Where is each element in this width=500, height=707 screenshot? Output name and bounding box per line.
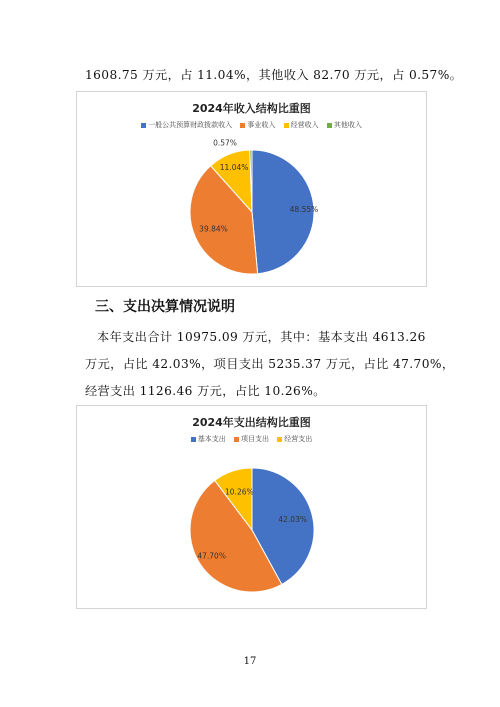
slice-label: 47.70% [197, 551, 226, 561]
legend-label: 事业收入 [247, 121, 276, 129]
income-chart [76, 91, 427, 287]
pie-chart [77, 92, 426, 286]
chart-title: 2024年收入结构比重图 [192, 102, 311, 115]
pie-chart [77, 406, 426, 608]
slice-label: 0.57% [213, 138, 237, 148]
paragraph-line: 经营支出 1126.46 万元，占比 10.26%。 [85, 384, 326, 398]
slice-label: 10.26% [225, 487, 254, 497]
slice-label: 39.84% [199, 224, 228, 234]
page-number: 17 [243, 656, 257, 667]
legend-label: 基本支出 [197, 435, 226, 443]
expense-chart [76, 405, 427, 609]
section-title: 三、支出决算情况说明 [95, 299, 235, 315]
slice-label: 11.04% [219, 162, 249, 172]
slice-label: 42.03% [278, 515, 307, 525]
legend-label: 经营支出 [284, 435, 313, 443]
paragraph-line: 1608.75 万元，占 11.04%，其他收入 82.70 万元，占 0.57%。 [85, 68, 463, 82]
slice-label: 48.55% [289, 205, 319, 215]
legend-label: 其他收入 [333, 121, 362, 129]
paragraph-line: 本年支出合计 10975.09 万元，其中：基本支出 4613.26 [97, 330, 426, 344]
chart-title: 2024年支出结构比重图 [192, 416, 311, 429]
legend-label: 一般公共预算财政拨款收入 [148, 121, 233, 129]
legend-label: 项目支出 [241, 435, 269, 443]
paragraph-line: 万元，占比 42.03%，项目支出 5235.37 万元，占比 47.70%， [85, 357, 455, 371]
legend-label: 经营收入 [290, 121, 319, 129]
